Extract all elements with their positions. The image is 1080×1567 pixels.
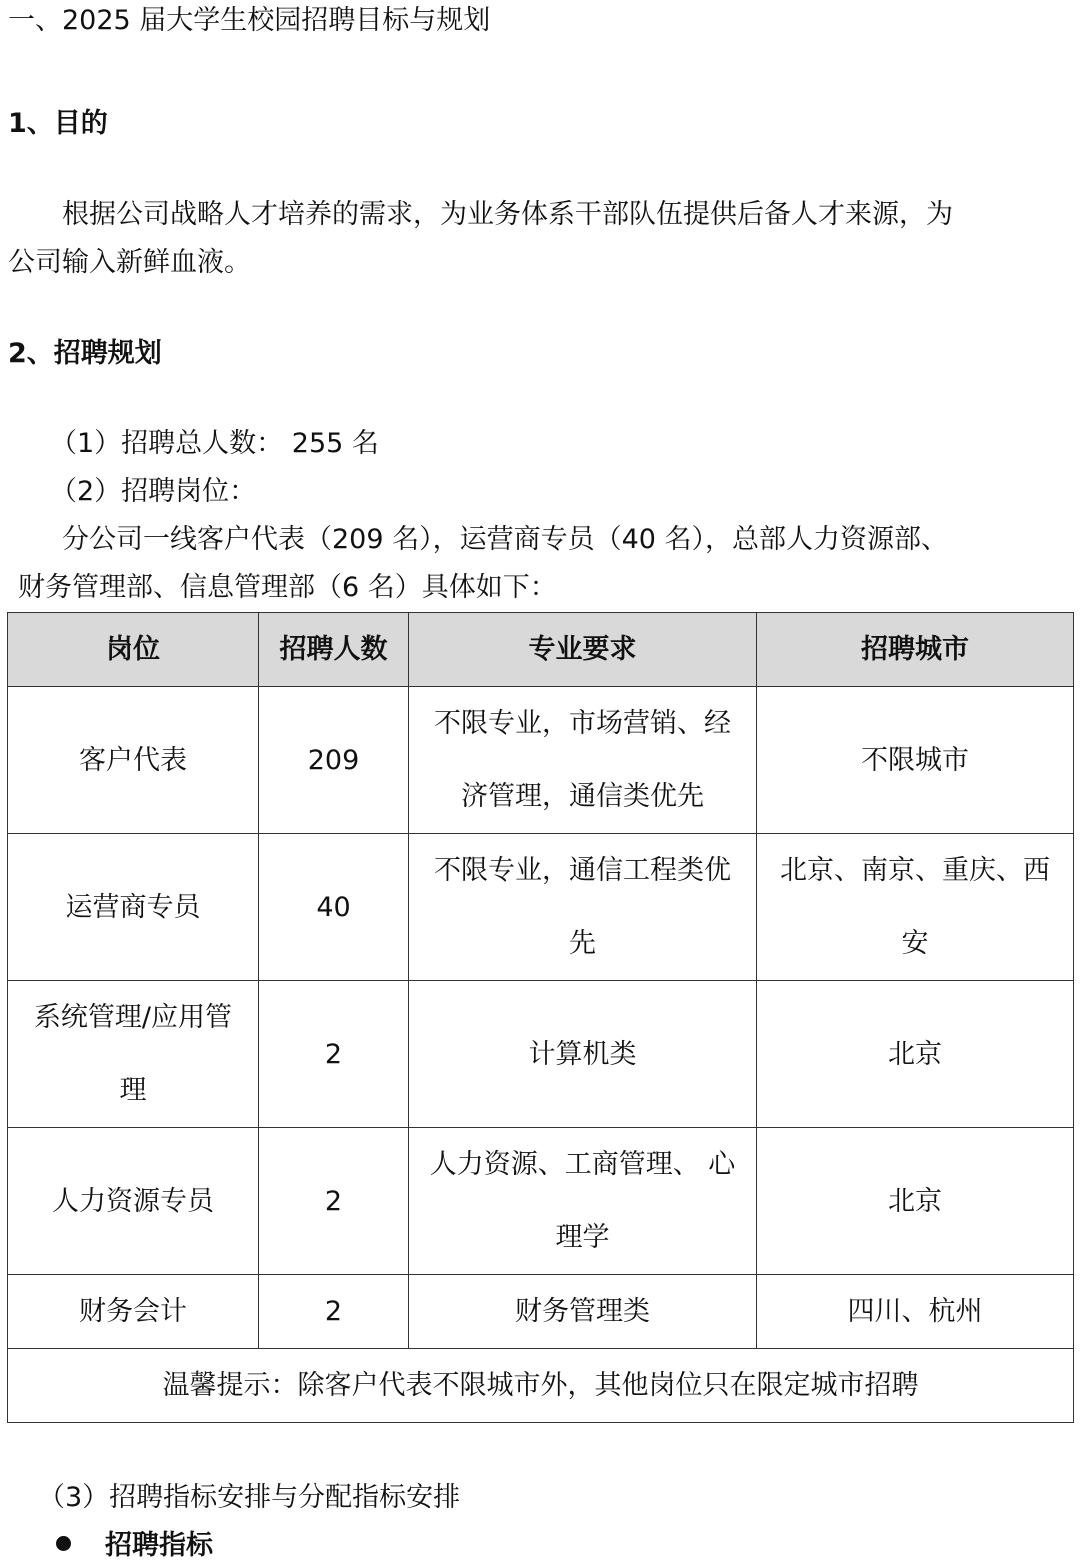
cell-position: 客户代表 <box>8 687 259 834</box>
table-row <box>8 1275 1074 1349</box>
cell-count: 40 <box>259 834 409 981</box>
purpose-paragraph-line-1: 根据公司战略人才培养的需求，为业务体系干部队伍提供后备人才来源，为 <box>62 199 953 230</box>
cell-position: 运营商专员 <box>8 834 259 981</box>
recruitment-table <box>7 612 1074 1423</box>
cell-major: 不限专业，通信工程类优先 <box>409 834 757 981</box>
cell-position: 系统管理/应用管理 <box>8 981 259 1128</box>
header-position: 岗位 <box>8 613 259 687</box>
total-headcount-line: （1）招聘总人数： 255 名 <box>50 428 379 459</box>
header-major: 专业要求 <box>409 613 757 687</box>
bullet-label: 招聘指标 <box>105 1530 213 1561</box>
table-note: 温馨提示：除客户代表不限城市外，其他岗位只在限定城市招聘 <box>8 1349 1074 1423</box>
bullet-item <box>56 1529 213 1563</box>
bullet-dot-icon <box>56 1536 71 1551</box>
cell-city: 北京、南京、重庆、西安 <box>757 834 1074 981</box>
quota-arrangement-line: （3）招聘指标安排与分配指标安排 <box>38 1482 461 1513</box>
cell-city: 四川、杭州 <box>757 1275 1074 1349</box>
positions-summary-line-2: 财务管理部、信息管理部（6 名）具体如下： <box>18 572 557 603</box>
cell-count: 2 <box>259 981 409 1128</box>
table-row <box>8 687 1074 834</box>
table-row <box>8 1128 1074 1275</box>
positions-label-line: （2）招聘岗位： <box>50 476 257 507</box>
section-heading-purpose: 1、目的 <box>8 108 108 139</box>
cell-city: 不限城市 <box>757 687 1074 834</box>
table-row <box>8 834 1074 981</box>
cell-city: 北京 <box>757 1128 1074 1275</box>
header-city: 招聘城市 <box>757 613 1074 687</box>
header-count: 招聘人数 <box>259 613 409 687</box>
positions-summary-line-1: 分公司一线客户代表（209 名），运营商专员（40 名），总部人力资源部、 <box>62 524 949 555</box>
cell-city: 北京 <box>757 981 1074 1128</box>
table-header-row <box>8 613 1074 687</box>
cell-position: 财务会计 <box>8 1275 259 1349</box>
section-heading-plan: 2、招聘规划 <box>8 338 162 369</box>
cell-count: 209 <box>259 687 409 834</box>
cell-count: 2 <box>259 1128 409 1275</box>
cell-major: 人力资源、工商管理、 心理学 <box>409 1128 757 1275</box>
table-note-row <box>8 1349 1074 1423</box>
table-row <box>8 981 1074 1128</box>
cell-position: 人力资源专员 <box>8 1128 259 1275</box>
document-title: 一、2025 届大学生校园招聘目标与规划 <box>8 5 491 36</box>
purpose-paragraph-line-2: 公司输入新鲜血液。 <box>8 247 251 278</box>
cell-count: 2 <box>259 1275 409 1349</box>
cell-major: 财务管理类 <box>409 1275 757 1349</box>
cell-major: 不限专业，市场营销、经济管理，通信类优先 <box>409 687 757 834</box>
cell-major: 计算机类 <box>409 981 757 1128</box>
